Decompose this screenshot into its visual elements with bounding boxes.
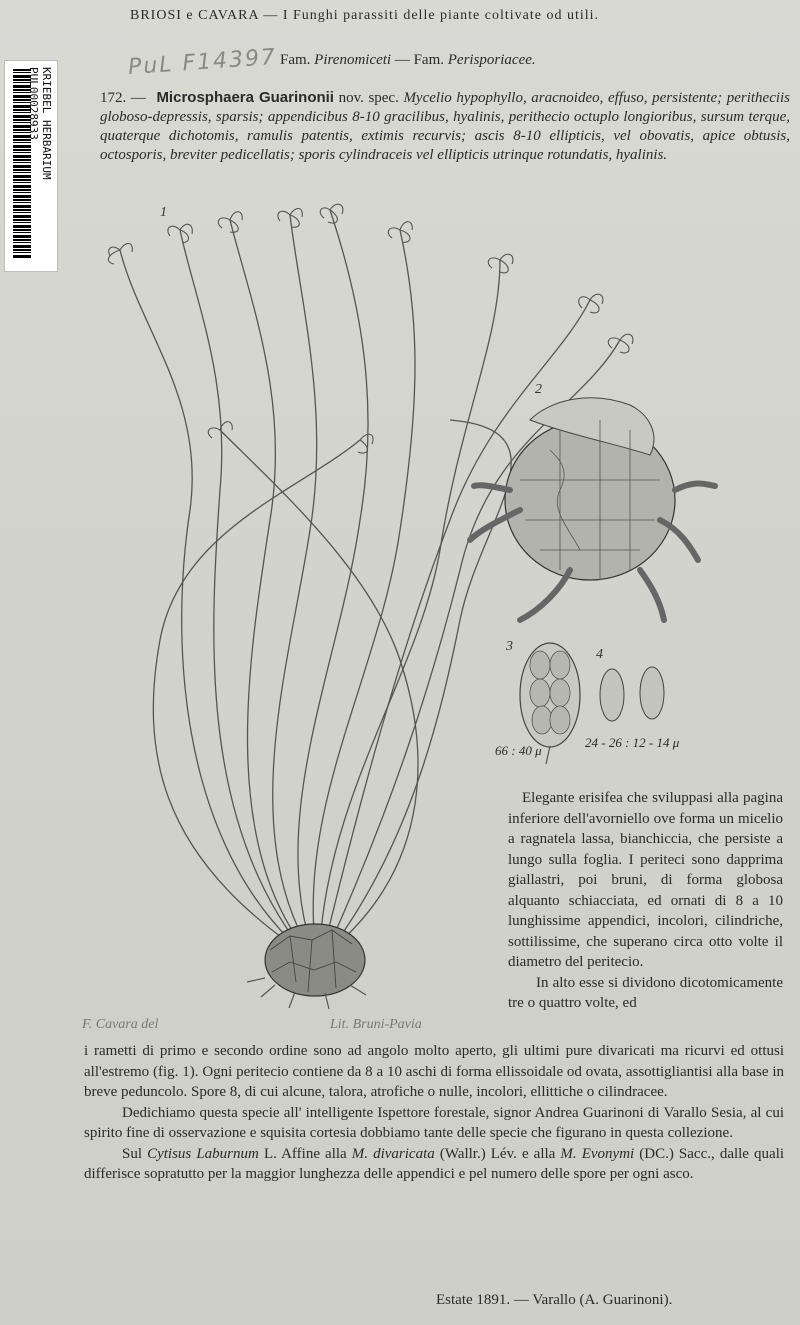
barcode-text bbox=[27, 67, 53, 267]
host-prefix: Sul bbox=[122, 1145, 143, 1162]
related-species-2: M. Evonymi bbox=[560, 1145, 635, 1162]
affinity-text-3: (DC.) Sacc., dalle quali differisce sopratutto per la maggior lunghezza delle appendici e pel numero delle spore per ogni asco. bbox=[84, 1145, 785, 1182]
artist-credit: F. Cavara del bbox=[82, 1017, 159, 1032]
fig-label-4: 4 bbox=[596, 647, 603, 662]
host-species: Cytisus Laburnum bbox=[147, 1145, 259, 1162]
measurement-fig3: 66 : 40 μ bbox=[495, 743, 542, 758]
collection-signature: Estate 1891. — Varallo (A. Guarinoni). bbox=[436, 1292, 673, 1308]
barcode-label bbox=[4, 60, 58, 272]
lithographer-credit: Lit. Bruni-Pavia bbox=[330, 1017, 422, 1032]
family-pirenomiceti: Pirenomiceti bbox=[314, 52, 392, 68]
page-header: BRIOSI e CAVARA — I Funghi parassiti delle piante coltivate od utili. bbox=[130, 8, 600, 23]
spores-fig4 bbox=[600, 667, 664, 721]
family-line bbox=[280, 52, 536, 69]
species-latin-diagnosis: Mycelio hypophyllo, aracnoideo, effuso, persistente; peritheciis globoso-depressis, sparsis; appendicibus 8-10 gracilibus, hyalinis, perithecio octuplo longioribus, sursum terque, quaterque dichotomis, ramulis patentis, extimis recurvis; ascis 8-10 ellipticis, vel obovatis, apice obtusis, octosporis, breviter pedicellatis; sporis cylindraceis vel ellipticis utrinque rotundatis, hyalinis. bbox=[100, 90, 791, 163]
barcode-line-id: PUL00028933 bbox=[27, 67, 40, 140]
description-column bbox=[508, 788, 783, 1014]
family-prefix: Fam. bbox=[280, 52, 311, 68]
perithecium-fig2 bbox=[470, 398, 715, 620]
fig-label-1: 1 bbox=[160, 205, 167, 220]
species-name: Microsphaera Guarinonii bbox=[156, 89, 334, 106]
measurement-fig4: 24 - 26 : 12 - 14 μ bbox=[585, 735, 680, 750]
body-paragraph-1: i rametti di primo e secondo ordine sono ad angolo molto aperto, gli ultimi pure divaricati ma ricurvi ed ottusi all'estremo (fig. 1). Ogni peritecio contiene da 8 a 10 aschi di forma ellissoidale od ovata, assottigliantisi alla base in breve peduncolo. Spore 8, di cui alcune, talora, atrofiche o nulle, incolori, ellittiche o cilindracee. bbox=[84, 1043, 784, 1100]
description-body bbox=[84, 1041, 784, 1185]
species-description bbox=[100, 88, 790, 165]
perithecium-fig1 bbox=[247, 924, 366, 1009]
body-paragraph-2: Dedichiamo questa specie all' intelligente Ispettore forestale, signor Andrea Guarinoni di Varallo Sesia, al cui spirito fine di osservazione e squisita cortesia dobbiamo tante delle specie che figurano in questa collezione. bbox=[84, 1104, 784, 1141]
fig-label-3: 3 bbox=[506, 639, 513, 654]
description-paragraph-2-start: In alto esse si dividono dicotomicamente tre o quattro volte, ed bbox=[508, 974, 783, 1011]
affinity-text-1: L. Affine alla bbox=[263, 1145, 347, 1162]
species-status: nov. spec. bbox=[338, 90, 399, 106]
description-paragraph-1: Elegante erisifea che sviluppasi alla pagina inferiore dell'avorniello ove forma un micelio a ragnatela lassa, bianchiccia, che persiste a lungo sulla foglia. I periteci sono dapprima giallastri, poi bruni, di forma globosa alquanto schiacciata, ed ornati di 8 a 10 lunghissime appendici, incolori, cilindriche, sottilissime, che superano circa otto volte il diametro del peritecio. bbox=[508, 790, 783, 970]
fig-label-2: 2 bbox=[535, 382, 542, 397]
barcode-line-herbarium: KRIEBEL HERBARIUM bbox=[40, 67, 53, 180]
affinity-text-2: (Wallr.) Lév. e alla bbox=[439, 1145, 556, 1162]
species-number: 172. — bbox=[100, 90, 146, 106]
family-separator: — Fam. bbox=[394, 52, 445, 68]
related-species-1: M. divaricata bbox=[351, 1145, 435, 1162]
body-paragraph-3 bbox=[84, 1144, 784, 1185]
handwritten-accession: PuL F14397 bbox=[127, 44, 278, 81]
family-perisporiacee: Perisporiacee. bbox=[447, 52, 536, 68]
